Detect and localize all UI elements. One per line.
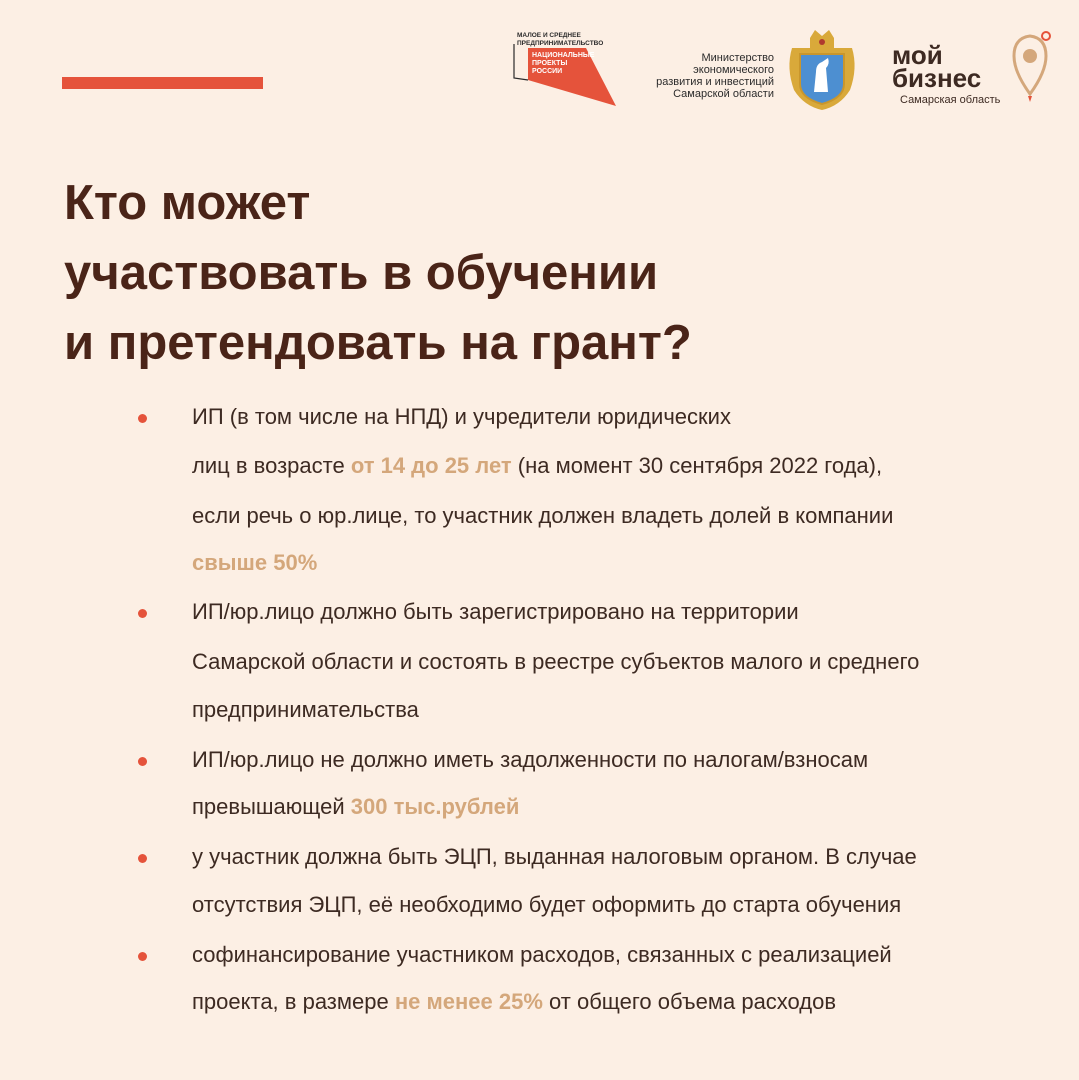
highlight-debt: 300 тыс.рублей bbox=[350, 794, 520, 819]
moy-word: мой bbox=[892, 40, 943, 70]
bullet-dot bbox=[138, 414, 147, 423]
np-small-text: МАЛОЕ И СРЕДНЕЕ ПРЕДПРИНИМАТЕЛЬСТВО bbox=[517, 32, 604, 47]
bullet-dot bbox=[138, 854, 147, 863]
ministry-line: развития и инвестиций bbox=[656, 76, 774, 88]
item-text: софинансирование участником расходов, связанных с реализацией bbox=[192, 942, 892, 967]
item-text: Самарской области и состоять в реестре субъектов малого и среднего bbox=[192, 649, 920, 674]
title-line: Кто может bbox=[64, 176, 311, 230]
item-text: ИП/юр.лицо должно быть зарегистрировано на территории bbox=[192, 599, 799, 624]
item-text: предпринимательства bbox=[192, 697, 419, 722]
item-text: если речь о юр.лице, то участник должен владеть долей в компании bbox=[192, 503, 894, 528]
item-text: лиц в возрасте от 14 до 25 лет (на момент 30 сентября 2022 года), bbox=[192, 453, 883, 478]
item-text: у участник должна быть ЭЦП, выданная налоговым органом. В случае bbox=[192, 844, 917, 869]
bullet-dot bbox=[138, 757, 147, 766]
item-text: ИП/юр.лицо не должно иметь задолженности по налогам/взносам bbox=[192, 747, 869, 772]
ministry-line: Министерство bbox=[701, 52, 774, 64]
moy-biznes-logo-text bbox=[892, 40, 1012, 93]
bullet-dot bbox=[138, 609, 147, 618]
national-projects-logo bbox=[512, 30, 620, 108]
moy-biznes-region: Самарская область bbox=[900, 94, 1001, 106]
item-text: отсутствия ЭЦП, её необходимо будет оформить до старта обучения bbox=[192, 892, 902, 917]
bullet-dot bbox=[138, 952, 147, 961]
title-line: и претендовать на грант? bbox=[64, 316, 692, 370]
item-text: проекта, в размере не менее 25% от общего объема расходов bbox=[192, 989, 837, 1014]
title-line: участвовать в обучении bbox=[64, 246, 659, 300]
highlight-age: от 14 до 25 лет bbox=[350, 453, 512, 478]
ministry-line: экономического bbox=[693, 64, 774, 76]
item-text: превышающей 300 тыс.рублей bbox=[192, 794, 520, 819]
highlight-share: свыше 50% bbox=[192, 550, 318, 575]
highlight-cofinancing: не менее 25% bbox=[394, 989, 543, 1014]
location-pin-icon bbox=[1008, 30, 1054, 108]
biznes-word: бизнес bbox=[892, 63, 982, 93]
np-main-text: НАЦИОНАЛЬНЫЕ ПРОЕКТЫ РОССИИ bbox=[532, 52, 595, 75]
page-title bbox=[64, 168, 964, 378]
accent-bar bbox=[62, 77, 263, 89]
ministry-name bbox=[650, 52, 774, 100]
ministry-line: Самарской области bbox=[673, 88, 774, 100]
samara-crest-icon bbox=[784, 28, 860, 112]
item-text: ИП (в том числе на НПД) и учредители юридических bbox=[192, 404, 731, 429]
